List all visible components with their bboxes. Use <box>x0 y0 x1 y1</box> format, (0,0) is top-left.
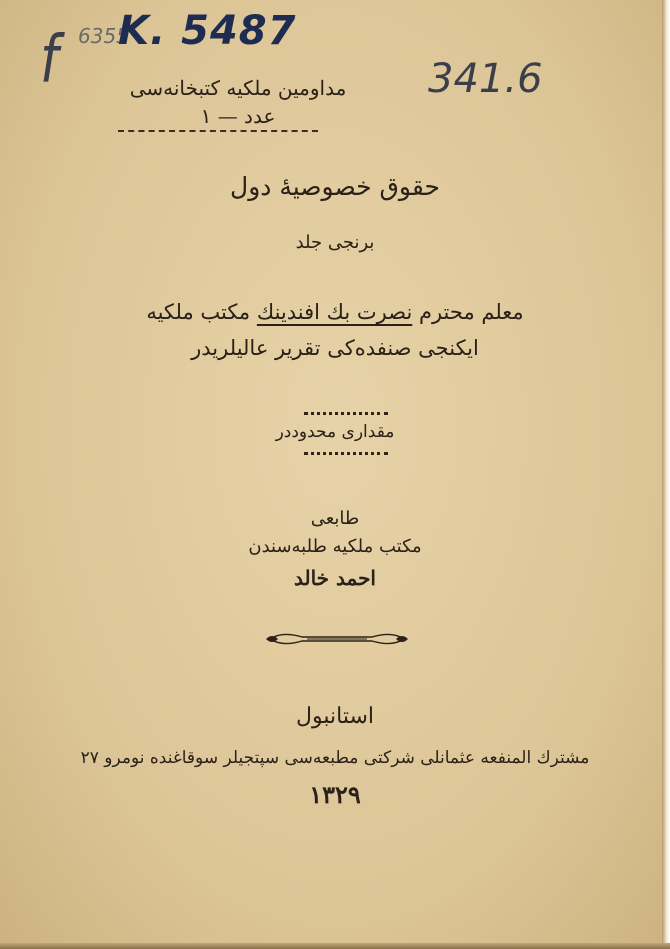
imprint-year: ۱۳۲۹ <box>309 780 361 809</box>
imprint-press: مشترك المنفعه عثمانلی شرکتی مطبعه‌سی سپتجیلر سوقاغنده نومرو ۲۷ <box>80 748 590 768</box>
series-name: مداومین ملکیه کتبخانه‌سی <box>129 76 347 100</box>
lecture-line-1 <box>0 300 670 324</box>
ornamental-divider <box>262 628 412 650</box>
print-run-note: مقداری محدوددر <box>275 422 395 442</box>
book-title: حقوق خصوصیهٔ دول <box>230 172 440 201</box>
dotted-rule-bottom <box>304 452 388 455</box>
imprint-city: استانبول <box>296 704 374 729</box>
inventory-number: K. 5487 <box>118 8 297 54</box>
publisher-name: احمد خالد <box>294 566 376 590</box>
call-number-faint: 6355 <box>78 24 129 48</box>
lecture-prefix: معلم محترم <box>412 300 524 324</box>
series-number: عدد — ۱ <box>200 104 276 128</box>
lecture-line-2: ایکنجی صنفده‌کی تقریر عالیلریدر <box>191 336 479 360</box>
volume-label: برنجی جلد <box>295 232 375 253</box>
catalog-number: 341.6 <box>428 56 543 102</box>
publisher-label: طابعی <box>310 508 360 529</box>
page-edge-right <box>662 0 670 949</box>
dotted-rule-top <box>304 412 388 415</box>
dashed-divider <box>118 130 318 138</box>
lecturer-name: نصرت بك افندینك <box>256 300 413 324</box>
publisher-institution: مکتب ملکیه طلبه‌سندن <box>248 536 422 557</box>
shelfmark-letter: f <box>40 22 59 98</box>
lecture-suffix: مکتب ملکیه <box>146 300 257 324</box>
page-edge-bottom <box>0 943 670 949</box>
